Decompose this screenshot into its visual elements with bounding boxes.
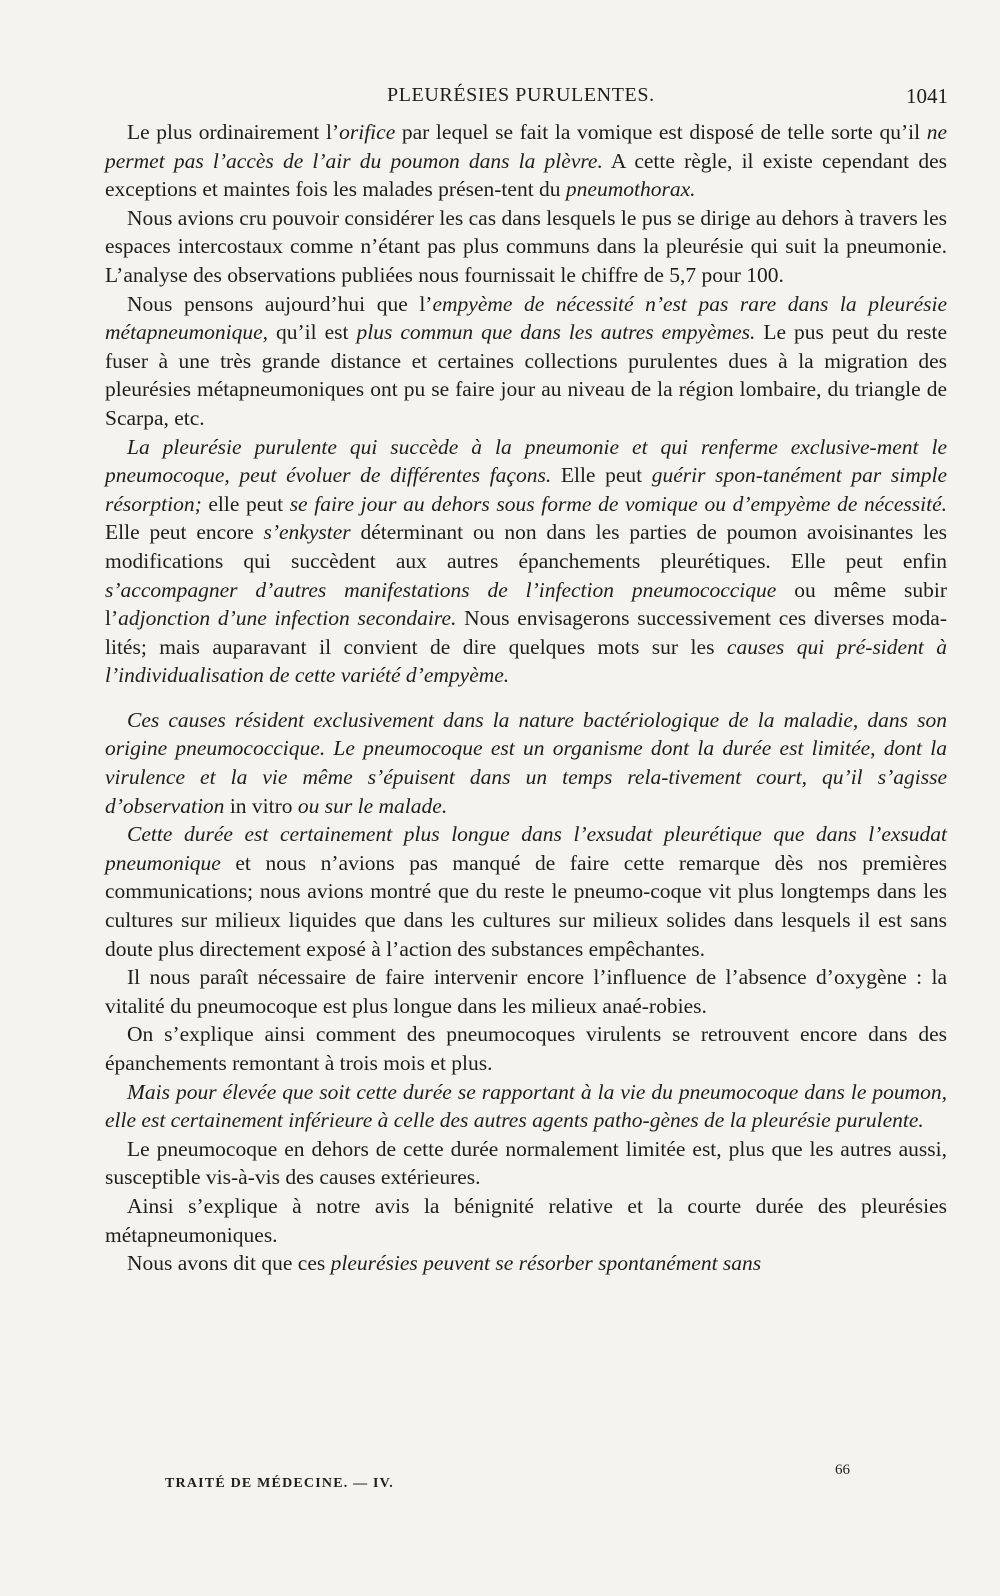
sheet-number: 66 [835, 1462, 850, 1478]
italic-text: Ces causes résident exclusivement dans la nature bactériologique de la maladie, dans son origine pneumococcique. Le pneumocoque est un organisme dont la durée est limitée, dont la virulence et la vie même s’épuisent dans un temps rela-tivement court, qu’il s’agisse d’observation [105, 707, 947, 818]
italic-text: orifice [339, 120, 396, 144]
italic-text: Cette durée est certainement plus longue dans l’exsudat pleurétique que dans l’exsudat pneumonique [105, 822, 947, 875]
italic-text: pleurésies peuvent se résorber spontanément sans [330, 1251, 762, 1276]
italic-text: adjonction d’une infection secondaire. [118, 606, 457, 631]
running-title: PLEURÉSIES PURULENTES. [387, 84, 655, 106]
paragraph-p6 [105, 820, 947, 963]
text-run: Le plus ordinairement l’ [127, 120, 340, 144]
text-run: Il nous paraît nécessaire de faire intervenir encore l’influence de l’absence d’oxygène : la vitalité du pneumocoque est plus longue dans les milieux anaé-robies. [105, 965, 947, 1018]
paragraph-p8 [105, 1020, 947, 1077]
paragraph-p5 [105, 706, 947, 820]
italic-text: s’accompagner d’autres manifestations de l’infection pneumococcique [105, 577, 777, 602]
text-run: Le pus peut du reste fuser à une très grande distance et certaines collections purulentes dues à la migration des pleurésies métapneumoniques ont pu se faire jour au niveau de la région lombaire, du triangle de Scarpa, etc. [105, 320, 947, 430]
paragraph-p7 [105, 963, 947, 1020]
italic-text: pneumothorax. [565, 177, 696, 202]
text-run: Nous pensons aujourd’hui que l’ [127, 291, 433, 316]
italic-text: causes qui pré-sident à l’individualisation de cette variété d’empyème. [105, 634, 948, 688]
italic-text: La pleurésie purulente qui succède à la pneumonie et qui renferme exclusive-ment le pneumocoque, peut évoluer de différentes façons. [105, 434, 947, 488]
paragraph-p9 [105, 1078, 947, 1135]
text-run: Ainsi s’explique à notre avis la bénignité relative et la courte durée des pleurésies métapneumoniques. [105, 1193, 947, 1247]
paragraph-p10 [105, 1135, 947, 1192]
text-run: Le pneumocoque en dehors de cette durée normalement limitée est, plus que les autres aussi, susceptible vis-à-vis des causes extérieures. [105, 1136, 947, 1190]
text-run: Elle peut encore [105, 520, 264, 545]
text-run: déterminant ou non dans les parties de poumon avoisinantes les modifications qui succèdent aux autres épanchements pleurétiques. Elle peut enfin [105, 520, 947, 573]
paragraph-p11 [105, 1192, 947, 1249]
text-run: Nous avions cru pouvoir considérer les cas dans lesquels le pus se dirige au dehors à travers les espaces intercostaux comme n’étant pas plus communs dans la pleurésie qui suit la pneumonie. L’analyse des observations publiées nous fournissait le chiffre de 5,7 pour 100. [105, 205, 947, 287]
text-run: On s’explique ainsi comment des pneumocoques virulents se retrouvent encore dans des épanchements remontant à trois mois et plus. [105, 1022, 947, 1075]
text-run: qu’il est [268, 320, 357, 345]
text-run: in vitro [224, 793, 298, 818]
page-header [105, 84, 948, 114]
italic-text: Mais pour élevée que soit cette durée se rapportant à la vie du pneumocoque dans le poumon, elle est certainement inférieure à celle des autres agents patho-gènes de la pleurésie purulente. [105, 1079, 947, 1133]
paragraph-p4 [105, 433, 947, 690]
paragraph-p1 [105, 118, 947, 204]
text-run: elle peut [201, 491, 290, 516]
text-run: ou même subir l’ [105, 577, 947, 631]
italic-text: se faire jour au dehors sous forme de vomique ou d’empyème de nécessité. [289, 491, 947, 516]
text-run: Nous envisagerons successivement ces diverses moda-lités; mais auparavant il convient de dire quelques mots sur les [105, 606, 947, 659]
italic-text: ne permet pas l’accès de l’air du poumon dans la plèvre. [105, 120, 947, 173]
italic-text: guérir spon-tanément par simple résorption; [105, 463, 947, 516]
italic-text: s’enkyster [263, 520, 351, 545]
text-run: A cette règle, il existe cependant des exceptions et maintes fois les malades présen-tent du [105, 148, 947, 202]
paragraph-p12 [105, 1249, 947, 1278]
text-run: et nous n’avions pas manqué de faire cette remarque dès nos premières communications; nous avions montré que du reste le pneumo-coque vit plus longtemps dans les cultures sur milieux liquides que dans les cultures sur milieux solides dans lesquels il est sans doute plus directement exposé à l’action des substances empêchantes. [105, 850, 947, 961]
italic-text: plus commun que dans les autres empyèmes. [356, 320, 756, 345]
paragraph-p2 [105, 204, 947, 290]
text-run: Nous avons dit que ces [127, 1251, 331, 1276]
page-footer [105, 1462, 947, 1502]
italic-text: empyème de nécessité n’est pas rare dans la pleurésie métapneumonique, [105, 291, 947, 345]
text-run: par lequel se fait la vomique est disposé de telle sorte qu’il [395, 120, 927, 144]
italic-text: ou sur le malade. [297, 793, 448, 818]
text-run: Elle peut [551, 463, 652, 488]
paragraph-p3 [105, 290, 947, 433]
page-body [105, 118, 947, 1278]
book-signature: TRAITÉ DE MÉDECINE. — IV. [165, 1476, 394, 1491]
page-number: 1041 [906, 84, 948, 108]
